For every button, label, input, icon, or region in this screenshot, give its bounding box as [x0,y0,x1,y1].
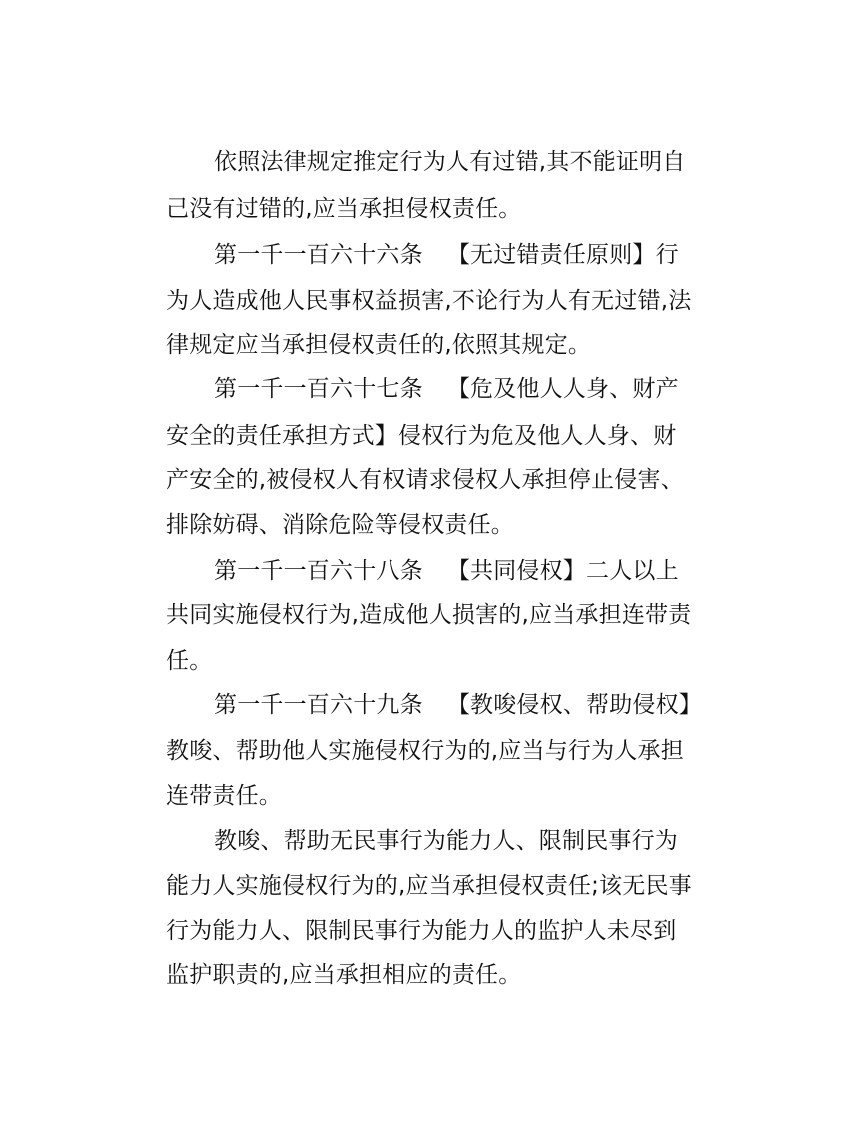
article-heading-line [214,556,754,586]
paragraph-line: 连带责任。 [166,783,282,809]
paragraph-line: 任。 [166,648,213,674]
paragraph-line: 产安全的,被侵权人有权请求侵权人承担停止侵害、 [166,467,684,493]
article-title: 【教唆侵权、帮助侵权】 [446,692,703,718]
paragraph-line: 排除妨碍、消除危险等侵权责任。 [166,512,514,538]
article-heading-line [214,374,754,404]
paragraph-line: 监护职责的,应当承担相应的责任。 [166,962,522,988]
article-number: 第一千一百六十八条 [214,558,423,584]
paragraph-line: 教唆、帮助他人实施侵权行为的,应当与行为人承担 [166,738,684,764]
article-title: 【危及他人人身、财产 [446,376,679,402]
paragraph-line: 共同实施侵权行为,造成他人损害的,应当承担连带责 [166,602,692,628]
article-title: 【无过错责任原则】行 [446,242,679,268]
paragraph-line: 律规定应当承担侵权责任的,依照其规定。 [166,332,592,358]
article-number: 第一千一百六十七条 [214,376,423,402]
paragraph-line: 能力人实施侵权行为的,应当承担侵权责任;该无民事 [166,873,692,899]
article-heading-line [214,690,754,720]
paragraph-line: 行为能力人、限制民事行为能力人的监护人未尽到 [166,918,677,944]
article-number: 第一千一百六十六条 [214,242,423,268]
article-heading-line [214,240,754,270]
paragraph-line: 为人造成他人民事权益损害,不论行为人有无过错,法 [166,288,692,314]
paragraph-line: 己没有过错的,应当承担侵权责任。 [166,196,522,222]
paragraph-line: 教唆、帮助无民事行为能力人、限制民事行为 [214,828,678,854]
article-title: 【共同侵权】二人以上 [446,558,679,584]
paragraph-line: 依照法律规定推定行为人有过错,其不能证明自 [214,149,686,175]
paragraph-line: 安全的责任承担方式】侵权行为危及他人人身、财 [166,423,677,449]
article-number: 第一千一百六十九条 [214,692,423,718]
